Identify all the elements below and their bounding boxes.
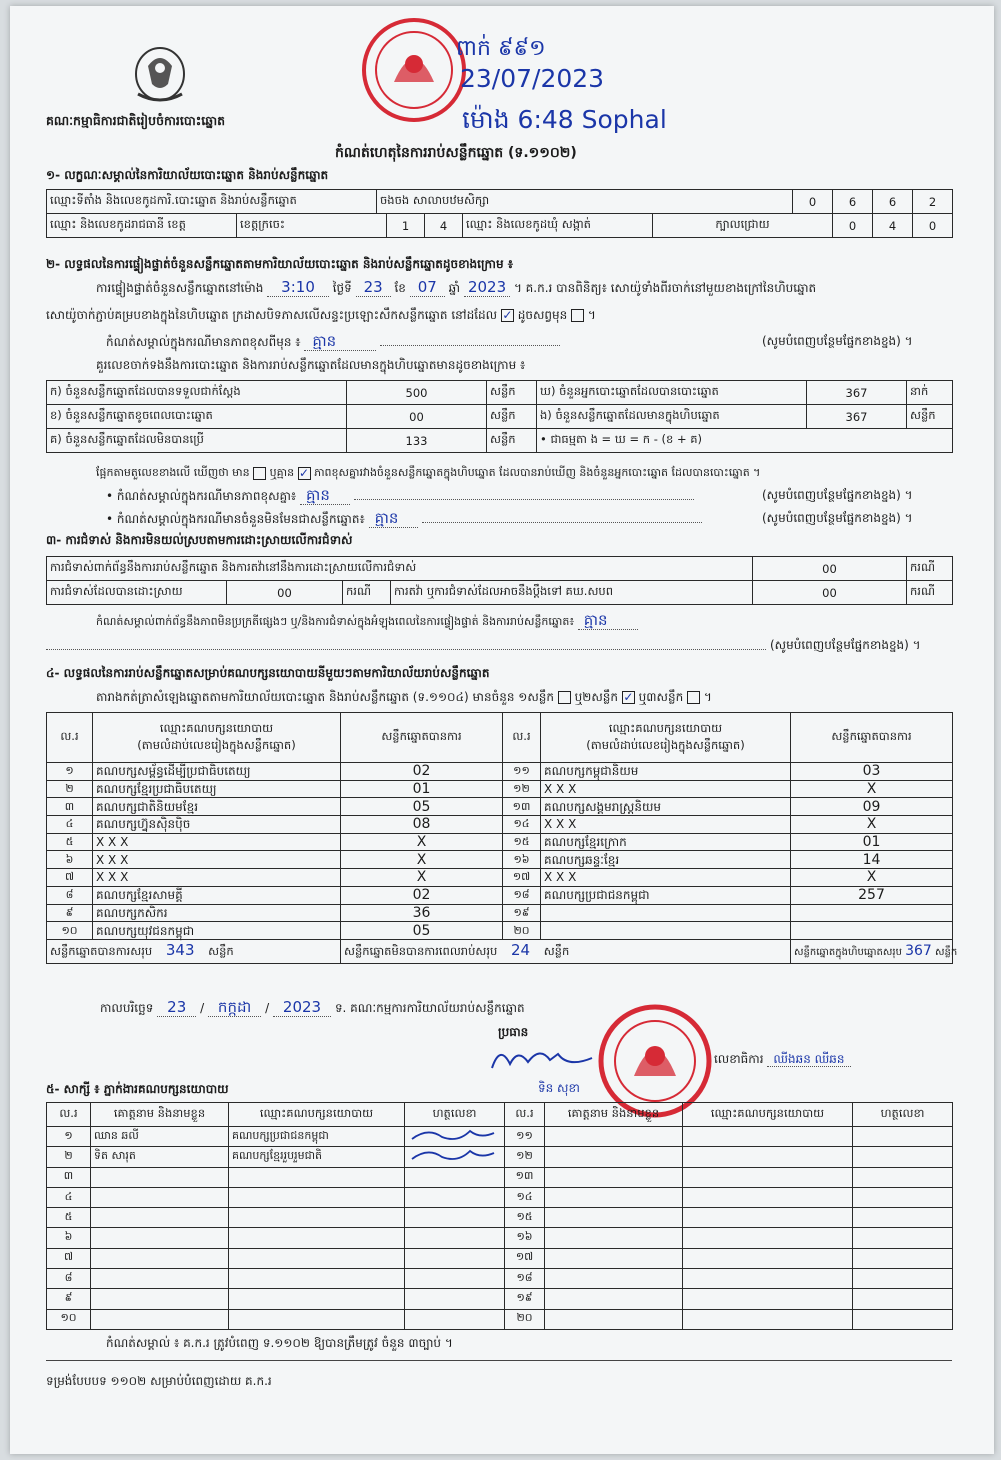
row-number: ២ xyxy=(47,780,93,798)
witness-row xyxy=(47,1208,953,1228)
party-row xyxy=(47,869,953,887)
chair-label: ប្រធាន xyxy=(498,1025,529,1039)
witness-signature xyxy=(853,1248,953,1268)
witness-party xyxy=(683,1187,853,1207)
party-results-table: ល.រ ឈ្មោះគណបក្សនយោបាយ (តាមលំដាប់លេខរៀងក្នុងសន្លឹកឆ្នោត) សន្លឹកឆ្នោតបានការ ល.រ ឈ្មោះគណបក្សនយោបាយ (តាមលំដាប់លេខរៀងក្នុងសន្លឹកឆ្នោត) សន្លឹកឆ្នោតបានការ ១ គណបក្សសម្ព័ន្ធដើម្បីប្រជាធិបតេយ្យ 02 ១១ គណបក្សកម្ពុជានិយម 03 ២ គណបក្សខ្មែរប្រជាធិបតេយ្យ 01 ១២ X X X X ៣ គណបក្សជាតិនិយមខ្មែរ 05 ១៣ គណបក្សសង្គមរាស្ត្រនិយម 09 ៤ គណបក្សហ្វ៊ុនស៊ិនប៉ិច 08 ១៤ X X X X ៥ X X X X ១៥ គណបក្សខ្មែរក្រោក 01 ៦ X X X X ១៦ គណបក្សឆន្ទៈខ្មែរ 14 ៧ X X X X ១៧ X X X X ៨ គណបក្សខ្មែរសាមគ្គី 02 ១៨ គណបក្សប្រជាជនកម្ពុជា 257 ៩ គណបក្សកសិករ 36 ១៩ ១០ គណបក្សយុវជនកម្ពុជា 05 ២០ សន្លឹកឆ្នោតបានការសរុប 343 សន្លឹក សន្លឹកឆ្នោតមិនបានការពេលរាប់សរុប 24 សន្លឹក សន្លឹកឆ្នោតក្នុងហិបឆ្នោតសរុប 367 សន្លឹក xyxy=(46,712,953,964)
witness-signature xyxy=(405,1147,505,1167)
party-row xyxy=(47,780,953,798)
chair-name: ទិន សុខា xyxy=(538,1081,580,1095)
witness-party: គណបក្សប្រជាជនកម្ពុជា xyxy=(229,1127,405,1147)
party-name: គណបក្សប្រជាជនកម្ពុជា xyxy=(541,886,791,904)
party-votes: 05 xyxy=(341,798,503,816)
witness-name xyxy=(545,1187,683,1207)
row-number: ១០ xyxy=(47,1309,91,1329)
witness-party xyxy=(683,1269,853,1289)
witness-party xyxy=(683,1289,853,1309)
voters-voted: 367 xyxy=(807,381,907,405)
row-number: ២០ xyxy=(503,922,541,940)
witness-signature xyxy=(405,1167,505,1187)
witness-party xyxy=(229,1269,405,1289)
row-number: ១៩ xyxy=(505,1289,545,1309)
province-label: ឈ្មោះ និងលេខកូដរាជធានី ខេត្ត xyxy=(47,214,237,238)
form-footer: ទម្រង់បែបបទ ១១០២ សម្រាប់បំពេញដោយ គ.ក.រ xyxy=(46,1374,272,1388)
commune-name: ក្បាលជ្រោយ xyxy=(653,214,833,238)
party-name: X X X xyxy=(541,780,791,798)
party-name xyxy=(541,922,791,940)
dotted-line xyxy=(46,649,766,650)
party-name xyxy=(541,904,791,922)
witness-name xyxy=(545,1309,683,1329)
footer-day: 23 xyxy=(157,998,196,1017)
row-number: ១៦ xyxy=(503,851,541,869)
witness-signature xyxy=(853,1127,953,1147)
witness-party xyxy=(683,1309,853,1329)
form-title: កំណត់ហេតុនៃការរាប់សន្លឹកឆ្នោត (ទ.១១០២) xyxy=(335,145,577,161)
row-number: ១ xyxy=(47,763,93,781)
committee-name: គណៈកម្មាធិការជាតិរៀបចំការបោះឆ្នោត xyxy=(46,113,226,128)
polling-station-label: ឈ្មោះទីតាំង និងលេខកូដការិ.បោះឆ្នោត និងរាប់សន្លឹកឆ្នោត xyxy=(47,190,377,214)
ballots-spoiled: 00 xyxy=(347,405,487,429)
party-row xyxy=(47,763,953,781)
witness-row xyxy=(47,1228,953,1248)
witness-signature xyxy=(405,1309,505,1329)
witness-party xyxy=(683,1127,853,1147)
witness-row xyxy=(47,1309,953,1329)
verification-month: 07 xyxy=(410,278,445,297)
footer-month: កក្កដា xyxy=(208,998,261,1017)
commune-code-digit: 0 xyxy=(913,214,953,238)
row-number: ៨ xyxy=(47,1269,91,1289)
witness-party xyxy=(229,1208,405,1228)
secretary-line: លេខាធិការ ឈីងឆន ឈីឆន xyxy=(714,1052,851,1067)
witness-row xyxy=(47,1167,953,1187)
party-votes: X xyxy=(791,816,953,834)
row-number: ៦ xyxy=(47,1228,91,1248)
party-col-header: ឈ្មោះគណបក្សនយោបាយ (តាមលំដាប់លេខរៀងក្នុងសន្លឹកឆ្នោត) xyxy=(93,713,341,763)
party-name: គណបក្សសម្ព័ន្ធដើម្បីប្រជាធិបតេយ្យ xyxy=(93,763,341,781)
party-votes: 01 xyxy=(791,833,953,851)
footer-rule xyxy=(46,1360,952,1361)
three-sheets-checkbox[interactable] xyxy=(687,691,700,704)
witness-signature xyxy=(405,1269,505,1289)
witness-signature xyxy=(405,1187,505,1207)
has-discrepancy-checkbox[interactable] xyxy=(253,467,266,480)
witness-signature xyxy=(405,1208,505,1228)
witness-name xyxy=(91,1309,229,1329)
witness-party xyxy=(229,1248,405,1268)
witness-signature xyxy=(853,1187,953,1207)
row-number: ២០ xyxy=(505,1309,545,1329)
row-number: ១៧ xyxy=(503,869,541,887)
witness-name xyxy=(545,1228,683,1248)
appeal-count: 00 xyxy=(753,581,907,605)
commune-label: ឈ្មោះ និងលេខកូដឃុំ សង្កាត់ xyxy=(463,214,653,238)
row-number: ១២ xyxy=(505,1147,545,1167)
section3-note-value: គ្មាន xyxy=(578,611,638,630)
witness-signature xyxy=(853,1228,953,1248)
party-votes: 09 xyxy=(791,798,953,816)
witness-signature xyxy=(853,1208,953,1228)
party-name: គណបក្សហ្វ៊ុនស៊ិនប៉ិច xyxy=(93,816,341,834)
note1-value: គ្មាន xyxy=(304,332,376,351)
party-votes: 36 xyxy=(341,904,503,922)
station-code-digit: 2 xyxy=(913,190,953,214)
row-number: ៦ xyxy=(47,851,93,869)
party-name: គណបក្សខ្មែរប្រជាធិបតេយ្យ xyxy=(93,780,341,798)
row-number: ៣ xyxy=(47,1167,91,1187)
witness-signature xyxy=(853,1289,953,1309)
party-name: គណបក្សកម្ពុជានិយម xyxy=(541,763,791,781)
witness-party xyxy=(229,1228,405,1248)
section5-heading: ៥- សាក្សី ៖ ភ្នាក់ងារគណបក្សនយោបាយ xyxy=(46,1082,229,1096)
row-number: ១១ xyxy=(503,763,541,781)
witness-signature xyxy=(405,1127,505,1147)
formula-note: • ជាធម្មតា ង = ឃ = ក - (ខ + គ) xyxy=(537,429,953,453)
witness-party xyxy=(229,1309,405,1329)
party-name: X X X xyxy=(93,869,341,887)
witness-signature xyxy=(853,1309,953,1329)
nec-emblem xyxy=(128,44,192,104)
witness-signature-stroke xyxy=(408,1147,498,1163)
station-code-digit: 0 xyxy=(793,190,833,214)
row-number: ១៦ xyxy=(505,1228,545,1248)
total-valid: សន្លឹកឆ្នោតបានការសរុប 343 សន្លឹក xyxy=(47,939,341,963)
party-name: គណបក្សខ្មែរសាមគ្គី xyxy=(93,886,341,904)
party-votes: 14 xyxy=(791,851,953,869)
party-votes: 08 xyxy=(341,816,503,834)
party-col-header: ឈ្មោះគណបក្សនយោបាយ (តាមលំដាប់លេខរៀងក្នុងសន្លឹកឆ្នោត) xyxy=(541,713,791,763)
row-number: ៤ xyxy=(47,816,93,834)
party-name: X X X xyxy=(541,869,791,887)
row-number: ២ xyxy=(47,1147,91,1167)
form-sheet xyxy=(10,6,994,1454)
chair-signature xyxy=(488,1040,598,1076)
tally-sheet-line: តារាងកត់ត្រាសំឡេងឆ្នោតតាមការិយាល័យបោះឆ្នោត និងរាប់សន្លឹកឆ្នោត (ទ.១១០៤) មានចំនួន ១សន្លឹក ឬ២សន្លឹក ✓ ឬ៣សន្លឹក ។ xyxy=(96,690,712,704)
party-name: X X X xyxy=(93,833,341,851)
party-name: គណបក្សសង្គមរាស្ត្រនិយម xyxy=(541,798,791,816)
row-number: ៧ xyxy=(47,1248,91,1268)
party-votes: 02 xyxy=(341,886,503,904)
official-seal xyxy=(360,16,468,124)
station-code-digit: 6 xyxy=(873,190,913,214)
witness-name xyxy=(91,1208,229,1228)
handwritten-number: ពាក់ ៩៩១ xyxy=(456,36,546,61)
witness-signature xyxy=(405,1248,505,1268)
witness-name xyxy=(545,1269,683,1289)
footer-year: 2023 xyxy=(273,998,331,1017)
row-number: ៨ xyxy=(47,886,93,904)
row-number: ៥ xyxy=(47,1208,91,1228)
party-votes: X xyxy=(791,780,953,798)
party-row xyxy=(47,816,953,834)
party-row xyxy=(47,922,953,940)
row-number: ៥ xyxy=(47,833,93,851)
witness-row xyxy=(47,1269,953,1289)
note2-value: គ្មាន xyxy=(300,486,350,505)
row-number: ៧ xyxy=(47,869,93,887)
row-number: ១១ xyxy=(505,1127,545,1147)
witness-name: ឈាន ឆលី xyxy=(91,1127,229,1147)
party-row xyxy=(47,833,953,851)
witness-row xyxy=(47,1127,953,1147)
party-name: គណបក្សកសិករ xyxy=(93,904,341,922)
witness-party xyxy=(683,1248,853,1268)
discrepancy-line: ផ្អែកតាមតួលេខខាងលើ ឃើញថា មាន ឬគ្មាន ✓ ភាពខុសគ្នារវាងចំនួនសន្លឹកឆ្នោតក្នុងហិបឆ្នោត ដែលបានរាប់ឃើញ និងចំនួនអ្នកបោះឆ្នោត ដែលបានបោះឆ្នោត ។ xyxy=(96,465,761,480)
handwritten-date: 23/07/2023 xyxy=(460,64,605,93)
witness-table: ល.រ គោត្តនាម និងនាមខ្លួន ឈ្មោះគណបក្សនយោបាយ ហត្ថលេខា ល.រ គោត្តនាម និងនាមខ្លួន ឈ្មោះគណបក្សនយោបាយ ហត្ថលេខា ១ ឈាន ឆលី គណបក្សប្រជាជនកម្ពុជា ១១ ២ ទិត សារុត គណបក្សខ្មែររួបរួមជាតិ ១២ ៣ ១៣ ៤ ១៤ ៥ ១៥ ៦ ១៦ ៧ ១៧ ៨ ១៨ ៩ ១៩ ១០ ២០ xyxy=(46,1102,953,1330)
total-in-box: សន្លឹកឆ្នោតក្នុងហិបឆ្នោតសរុប 367 សន្លឹក xyxy=(791,939,953,963)
party-votes: X xyxy=(341,833,503,851)
note3-line: • កំណត់សម្គាល់ក្នុងករណីមានចំនួនមិនមែនជាសន្លឹកឆ្នោត៖ គ្មាន xyxy=(106,511,702,527)
row-number: ១៤ xyxy=(505,1187,545,1207)
same-as-before-checkbox[interactable]: ✓ xyxy=(502,308,513,322)
party-row xyxy=(47,851,953,869)
row-number: ១៥ xyxy=(505,1208,545,1228)
section1-heading: ១- លក្ខណៈសម្គាល់នៃការិយាល័យបោះឆ្នោត និងរាប់សន្លឹកឆ្នោត xyxy=(46,168,329,182)
note1-suffix: (សូមបំពេញបន្ថែមផ្នែកខាងខ្នង) ។ xyxy=(762,334,913,348)
witness-row xyxy=(47,1289,953,1309)
witness-name xyxy=(91,1228,229,1248)
other-checkbox[interactable] xyxy=(571,309,584,322)
party-row xyxy=(47,798,953,816)
witness-name xyxy=(545,1147,683,1167)
party-name: គណបក្សខ្មែរក្រោក xyxy=(541,833,791,851)
party-votes: 257 xyxy=(791,886,953,904)
row-number: ១៧ xyxy=(505,1248,545,1268)
row-number: ១៣ xyxy=(505,1167,545,1187)
party-name: គណបក្សជាតិនិយមខ្មែរ xyxy=(93,798,341,816)
witness-party xyxy=(683,1208,853,1228)
ballots-unused: 133 xyxy=(347,429,487,453)
section2-heading: ២- លទ្ធផលនៃការផ្ទៀងផ្ទាត់ចំនួនសន្លឹកឆ្នោតតាមការិយាល័យបោះឆ្នោត និងរាប់សន្លឹកឆ្នោតដូចខាងក្រោម ៖ xyxy=(46,257,514,271)
row-number: ១៥ xyxy=(503,833,541,851)
row-number: ១៣ xyxy=(503,798,541,816)
witness-signature xyxy=(853,1269,953,1289)
objections-count: 00 xyxy=(753,557,907,581)
row-number: ១០ xyxy=(47,922,93,940)
row-number: ១៩ xyxy=(503,904,541,922)
province-name: ខេត្តក្រចេះ xyxy=(237,214,387,238)
witness-name xyxy=(545,1248,683,1268)
party-name: X X X xyxy=(541,816,791,834)
province-code-digit: 1 xyxy=(387,214,425,238)
witness-party xyxy=(229,1167,405,1187)
ballot-intro: គួរលេខចាក់ទងនឹងការបោះឆ្នោត និងការរាប់សន្លឹកឆ្នោតដែលមានក្នុងហិបឆ្នោតមានដូចខាងក្រោម ៖ xyxy=(96,358,526,372)
witness-signature-stroke xyxy=(408,1127,498,1143)
row-number: ៤ xyxy=(47,1187,91,1207)
party-votes: 02 xyxy=(341,763,503,781)
one-sheet-checkbox[interactable] xyxy=(558,691,571,704)
witness-name xyxy=(545,1127,683,1147)
row-number: ៣ xyxy=(47,798,93,816)
note3-suffix: (សូមបំពេញបន្ថែមផ្នែកខាងខ្នង) ។ xyxy=(762,511,913,525)
final-note: កំណត់សម្គាល់ ៖ គ.ក.រ ត្រូវបំពេញ ទ.១១០២ ឱ្យបានត្រឹមត្រូវ ចំនួន ៣ច្បាប់ ។ xyxy=(106,1336,453,1350)
witness-party xyxy=(229,1289,405,1309)
witness-row xyxy=(47,1147,953,1167)
row-number: ៩ xyxy=(47,1289,91,1309)
resolved-count: 00 xyxy=(227,581,343,605)
witness-party: គណបក្សខ្មែររួបរួមជាតិ xyxy=(229,1147,405,1167)
note1-line: កំណត់សម្គាល់ក្នុងករណីមានភាពខុសពីមុន ៖ គ្មាន xyxy=(106,334,560,350)
row-number: ១៨ xyxy=(505,1269,545,1289)
party-name: X X X xyxy=(93,851,341,869)
note3-value: គ្មាន xyxy=(369,509,419,528)
witness-name xyxy=(545,1167,683,1187)
witness-signature xyxy=(853,1167,953,1187)
two-sheets-checkbox[interactable]: ✓ xyxy=(623,690,634,704)
party-votes: X xyxy=(341,851,503,869)
witness-name xyxy=(91,1269,229,1289)
objection-table: ការជំទាស់ពាក់ព័ន្ធនឹងការរាប់សន្លឹកឆ្នោត និងការតវ៉ានៅនឹងការដោះស្រាយលើការជំទាស់ 00 ករណី ការជំទាស់ដែលបានដោះស្រាយ 00 ករណី ការតវ៉ា ឬការជំទាស់ដែលអាចនឹងប្តឹងទៅ គឃ.សបព 00 ករណី xyxy=(46,556,953,605)
station-code-digit: 6 xyxy=(833,190,873,214)
commune-code-digit: 4 xyxy=(873,214,913,238)
witness-name xyxy=(91,1289,229,1309)
party-votes: X xyxy=(791,869,953,887)
witness-name xyxy=(545,1208,683,1228)
witness-signature xyxy=(405,1289,505,1309)
party-votes: X xyxy=(341,869,503,887)
witness-name: ទិត សារុត xyxy=(91,1147,229,1167)
row-number: ១ xyxy=(47,1127,91,1147)
secretary-name: ឈីងឆន ឈីឆន xyxy=(767,1052,850,1067)
commune-code-digit: 0 xyxy=(833,214,873,238)
witness-row xyxy=(47,1187,953,1207)
row-number: ១៨ xyxy=(503,886,541,904)
witness-party xyxy=(229,1187,405,1207)
section3-note-line: កំណត់សម្គាល់ពាក់ព័ន្ធនឹងភាពមិនប្រក្រតីផ្សេងៗ ឬ/និងការជំទាស់ក្នុងអំឡុងពេលនៃការផ្ទៀងផ្ទាត់ និងការរាប់សន្លឹកឆ្នោត៖ គ្មាន xyxy=(96,613,638,629)
section3-note-suffix: (សូមបំពេញបន្ថែមផ្នែកខាងខ្នង) ។ xyxy=(770,638,921,652)
footer-date-line: កាលបរិច្ឆេទ 23 / កក្កដា / 2023 ទ. គណៈកម្មការការិយាល័យរាប់សន្លឹកឆ្នោត xyxy=(100,998,525,1016)
witness-name xyxy=(91,1187,229,1207)
province-code-digit: 4 xyxy=(425,214,463,238)
verification-year: 2023 xyxy=(464,278,510,297)
party-row xyxy=(47,886,953,904)
witness-row xyxy=(47,1248,953,1268)
witness-party xyxy=(683,1147,853,1167)
witness-signature xyxy=(853,1147,953,1167)
note2-suffix: (សូមបំពេញបន្ថែមផ្នែកខាងខ្នង) ។ xyxy=(762,488,913,502)
verification-time-line: ការផ្ទៀងផ្ទាត់ចំនួនសន្លឹកឆ្នោតនៅម៉ោង 3:10 ថ្ងៃទី 23 ខែ 07 ឆ្នាំ 2023 ។ គ.ក.រ បានពិនិត្យ៖ សោយ៉ូទាំងពីរចាក់នៅមួយខាងក្រៅនៃហិបឆ្នោត xyxy=(96,278,817,296)
no-discrepancy-checkbox[interactable]: ✓ xyxy=(299,465,310,480)
witness-party xyxy=(683,1167,853,1187)
ballots-in-box: 367 xyxy=(807,405,907,429)
section3-heading: ៣- ការជំទាស់ និងការមិនយល់ស្របតាមការដោះស្រាយលើការជំទាស់ xyxy=(46,533,353,547)
party-votes xyxy=(791,904,953,922)
witness-name xyxy=(91,1167,229,1187)
ballot-count-table: ក) ចំនួនសន្លឹកឆ្នោតដែលបានទទួលជាក់ស្តែង 500 សន្លឹក ឃ) ចំនួនអ្នកបោះឆ្នោតដែលបានបោះឆ្នោត 367 នាក់ ខ) ចំនួនសន្លឹកឆ្នោតខូចពេលបោះឆ្នោត 00 សន្លឹក ង) ចំនួនសន្លឹកឆ្នោតដែលមានក្នុងហិបឆ្នោត 367 សន្លឹក គ) ចំនួនសន្លឹកឆ្នោតដែលមិនបានប្រើ 133 សន្លឹក • ជាធម្មតា ង = ឃ = ក - (ខ + គ) xyxy=(46,380,953,453)
party-votes: 03 xyxy=(791,763,953,781)
witness-name xyxy=(91,1248,229,1268)
verification-time: 3:10 xyxy=(267,278,329,297)
handwritten-time: ម៉ោង 6:48 Sophal xyxy=(462,105,667,134)
row-number: ១៤ xyxy=(503,816,541,834)
location-table xyxy=(46,189,953,214)
province-table xyxy=(46,213,953,238)
seal-check-line: សោយ៉ូចាក់ភ្ជាប់គម្របខាងក្នុងនៃហិបឆ្នោត ក្រដាសបិទភាសលើសន្ទះប្រឡោះសឹកសន្លឹកឆ្នោត នៅដដែល ✓ ដូចសព្វមុន ។ xyxy=(46,308,596,322)
section4-heading: ៤- លទ្ធផលនៃការរាប់សន្លឹកឆ្នោតសម្រាប់គណបក្សនយោបាយនីមួយៗតាមការិយាល័យរាប់សន្លឹកឆ្នោត xyxy=(46,666,490,680)
party-votes: 05 xyxy=(341,922,503,940)
row-number: ៩ xyxy=(47,904,93,922)
ballots-received: 500 xyxy=(347,381,487,405)
witness-signature xyxy=(405,1228,505,1248)
verification-day: 23 xyxy=(356,278,391,297)
row-number: ១២ xyxy=(503,780,541,798)
witness-name xyxy=(545,1289,683,1309)
party-name: គណបក្សយុវជនកម្ពុជា xyxy=(93,922,341,940)
note2-line: • កំណត់សម្គាល់ក្នុងករណីមានភាពខុសគ្នា៖ គ្មាន xyxy=(106,488,694,504)
polling-station-name: ចងចង សាលាបឋមសិក្សា xyxy=(377,190,793,214)
party-votes xyxy=(791,922,953,940)
total-invalid: សន្លឹកឆ្នោតមិនបានការពេលរាប់សរុប 24 សន្លឹក xyxy=(341,939,791,963)
party-name: គណបក្សឆន្ទៈខ្មែរ xyxy=(541,851,791,869)
party-row xyxy=(47,904,953,922)
witness-party xyxy=(683,1228,853,1248)
party-votes: 01 xyxy=(341,780,503,798)
